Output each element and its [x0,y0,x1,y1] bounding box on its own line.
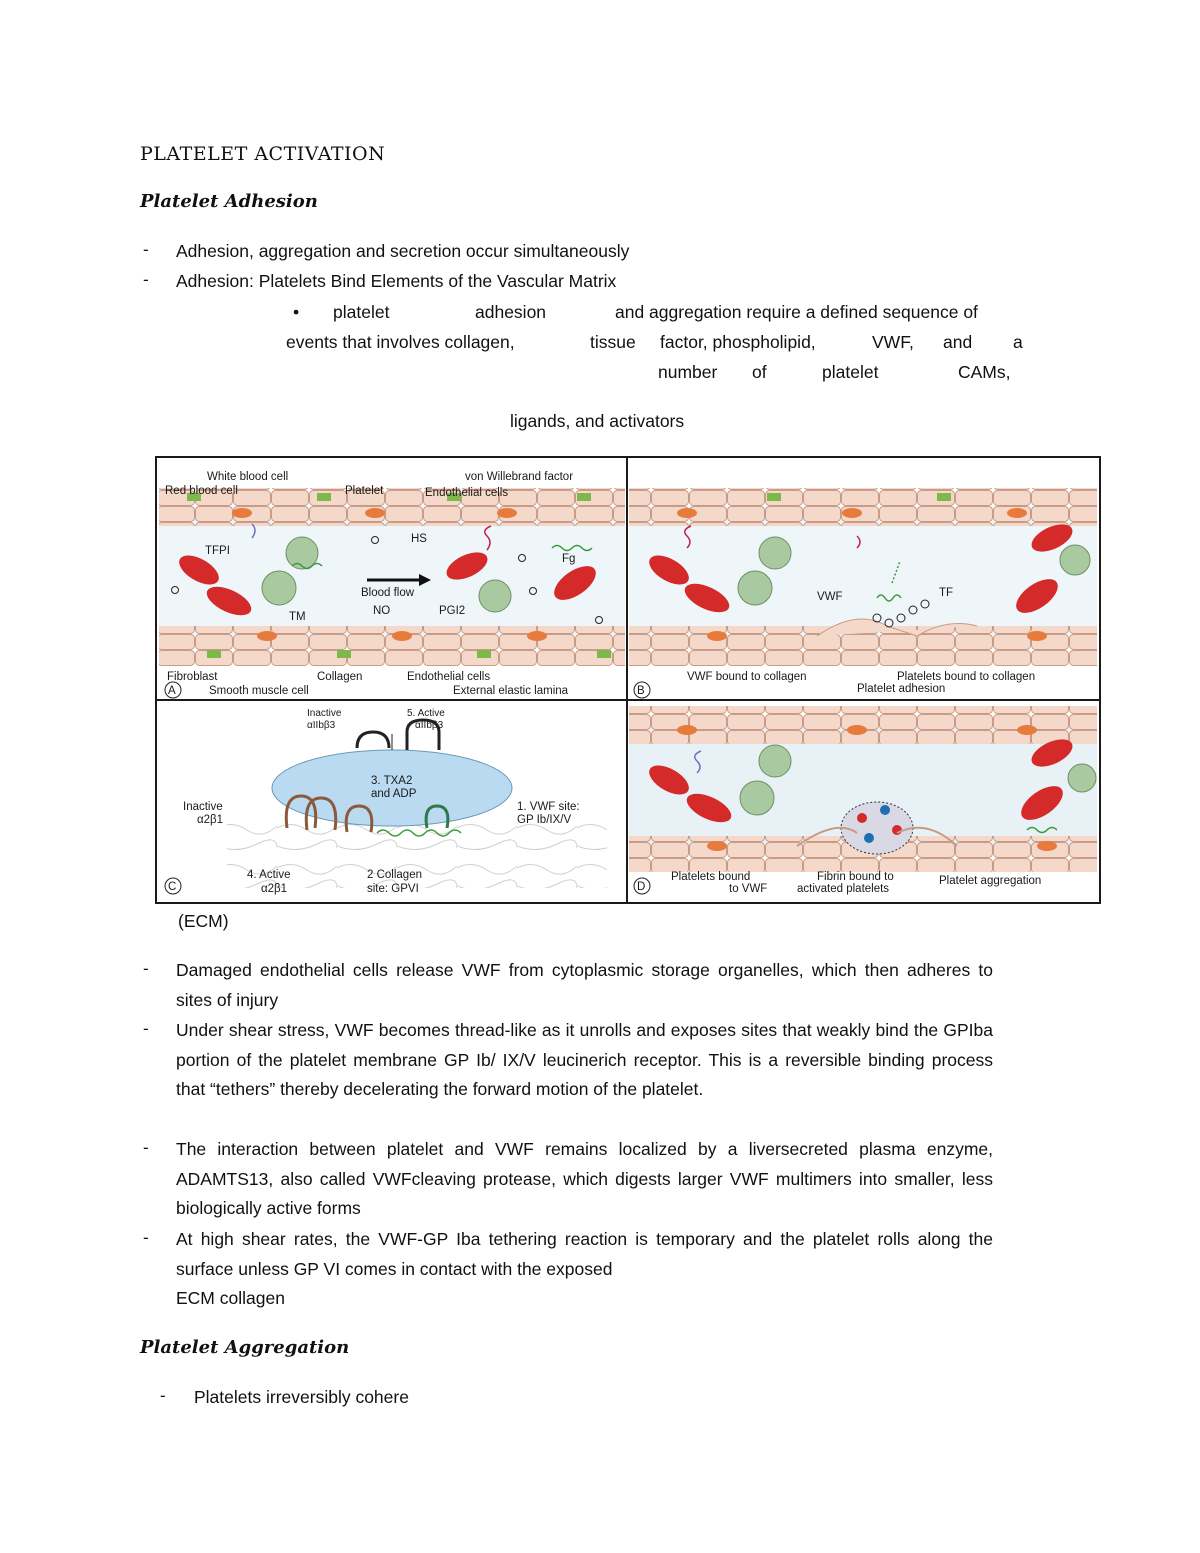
sub-bullet-word: platelet [333,302,390,322]
label-inactive-left: Inactive [183,801,223,813]
smooth-muscle-cell [317,493,331,501]
label-collagen-site: 2 Collagen [367,869,422,881]
panel-b [629,488,1097,698]
label-platelet: Platelet [345,485,384,497]
sub-bullet-word: of [752,362,767,382]
endothelial-nucleus [497,508,517,518]
list-item-continuation: ECM collagen [176,1288,285,1308]
label-inactive-top-sub: αIIbβ3 [307,720,336,731]
label-fibroblast: Fibroblast [167,671,218,683]
label-no: NO [373,605,391,617]
label-active-bottom: 4. Active [247,869,291,881]
label-endothelial-bottom: Endothelial cells [407,671,491,683]
smooth-muscle-cell [597,650,611,658]
panel-letter-b: B [637,685,645,697]
smooth-muscle-cell [767,493,781,501]
endothelial-nucleus [392,631,412,641]
list-item: Damaged endothelial cells release VWF from cytoplasmic storage organelles, which then adheres to sites of injury [176,960,993,1010]
label-endothelial-top: Endothelial cells [425,487,509,499]
label-aggregation: Platelet aggregation [939,875,1042,887]
label-tm: TM [289,611,306,623]
label-red-blood-cell: Red blood cell [165,485,238,497]
panel-letter-a: A [168,685,176,697]
sub-bullet-line: ligands, and activators [510,411,685,431]
bullet-dash: - [143,959,149,978]
endothelium-top [629,706,1097,744]
sub-bullet-word: and [943,332,973,352]
ecm-caption: (ECM) [178,911,229,931]
sub-bullet-word: number [658,362,718,382]
label-vwf-site-sub: GP Ib/IX/V [517,814,572,826]
label-adp: and ADP [371,788,417,800]
page-title: PLATELET ACTIVATION [140,143,386,165]
sub-bullet-word: VWF, [872,332,914,352]
panel-letter-c: C [168,881,177,893]
sub-bullet-icon: • [293,302,300,322]
fibrin-node [864,833,874,843]
endothelial-nucleus [677,508,697,518]
bullet-dash: - [143,270,149,289]
bullet-dash: - [143,1019,149,1038]
label-tfpi: TFPI [205,545,230,557]
fibroblast [207,650,221,658]
white-blood-cell [740,781,774,815]
endothelial-nucleus [1007,508,1027,518]
label-active-top: 5. Active [407,708,445,719]
endothelium-top [629,488,1097,526]
smooth-muscle-cell [337,650,351,658]
sub-bullet-word: adhesion [475,302,547,322]
sub-bullet-word: tissue [590,332,636,352]
endothelial-nucleus [257,631,277,641]
label-inactive-top: Inactive [307,708,342,719]
endothelial-nucleus [527,631,547,641]
label-fibrin: Fibrin bound to [817,871,894,883]
label-fg: Fg [562,553,576,565]
endothelium-bottom [159,626,625,666]
label-active-top-sub: αIIbβ3 [415,720,444,731]
label-platelets-vwf: Platelets bound [671,871,751,883]
platelet-aggregate [841,802,913,854]
white-blood-cell [759,745,791,777]
label-fibrin-sub: activated platelets [797,883,890,895]
panel-a [159,471,625,698]
label-pgi2: PGI2 [439,605,466,617]
endothelial-nucleus [707,841,727,851]
trapped-red-cell [892,825,902,835]
sub-bullet-word: factor, phospholipid, [660,332,816,352]
label-platelets-vwf-sub: to VWF [729,883,768,895]
endothelial-nucleus [842,508,862,518]
list-item: Under shear stress, VWF becomes thread-like as it unrolls and exposes sites that weakly bind the GPIba portion of the platelet membrane GP Ib/ IX/V leucinerich receptor. This is a reversible binding process that “tethers” thereby decelerating the forward motion of the platelet. [176,1020,993,1100]
endothelial-nucleus [365,508,385,518]
label-active-bottom-sub: α2β1 [261,883,288,895]
endothelial-nucleus [677,725,697,735]
endothelial-nucleus [707,631,727,641]
section-heading-aggregation: Platelet Aggregation [140,1337,350,1358]
panel-letter-d: D [637,881,646,893]
sub-bullet-word: platelet [822,362,879,382]
trapped-red-cell [857,813,867,823]
label-elastic-lamina: External elastic lamina [453,685,569,697]
inactive-integrin-top [357,732,389,748]
white-blood-cell [1060,545,1090,575]
list-item: Adhesion, aggregation and secretion occur simultaneously [176,241,630,261]
fibrin-node [880,805,890,815]
list-item: At high shear rates, the VWF-GP Iba tethering reaction is temporary and the platelet rolls along the surface unless GP VI comes in contact with the exposed [176,1229,993,1279]
sub-bullet-word: and aggregation require a defined sequence of [615,302,978,322]
label-vwf-b: VWF [817,591,843,603]
label-platelet-adhesion: Platelet adhesion [857,683,946,695]
white-blood-cell [1068,764,1096,792]
label-inactive-left-sub: α2β1 [197,814,224,826]
white-blood-cell [262,571,296,605]
smooth-muscle-cell [577,493,591,501]
bullet-dash: - [143,1138,149,1157]
sub-bullet-word: a [1013,332,1023,352]
label-vwf: von Willebrand factor [465,471,574,483]
label-vwf-collagen: VWF bound to collagen [687,671,807,683]
list-item: The interaction between platelet and VWF remains localized by a liversecreted plasma enzyme, ADAMTS13, also called VWFcleaving protease, which digests larger VWF multimers into smaller, less biologically active forms [176,1139,993,1219]
white-blood-cell [738,571,772,605]
list-item: Platelets irreversibly cohere [194,1387,409,1407]
label-tf: TF [939,587,954,599]
panel-d [629,706,1097,895]
bullet-dash: - [160,1386,166,1405]
section-heading-adhesion: Platelet Adhesion [140,191,318,212]
bullet-dash: - [143,240,149,259]
label-smooth-muscle: Smooth muscle cell [209,685,309,697]
endothelial-nucleus [1017,725,1037,735]
label-txa2: 3. TXA2 [371,775,413,787]
panel-c [165,708,607,895]
endothelial-nucleus [1037,841,1057,851]
white-blood-cell [479,580,511,612]
sub-bullet-word: events that involves collagen, [286,332,515,352]
list-item: Adhesion: Platelets Bind Elements of the Vascular Matrix [176,271,617,291]
white-blood-cell [759,537,791,569]
label-platelets-collagen: Platelets bound to collagen [897,671,1036,683]
smooth-muscle-cell [937,493,951,501]
sub-bullet-word: CAMs, [958,362,1011,382]
label-blood-flow: Blood flow [361,587,415,599]
label-collagen-site-sub: site: GPVI [367,883,419,895]
endothelial-nucleus [1027,631,1047,641]
label-hs: HS [411,533,427,545]
endothelial-nucleus [847,725,867,735]
platelet-figure [155,456,1101,904]
label-collagen: Collagen [317,671,363,683]
smooth-muscle-cell [477,650,491,658]
label-vwf-site: 1. VWF site: [517,801,580,813]
label-white-blood-cell: White blood cell [207,471,289,483]
endothelial-nucleus [232,508,252,518]
bullet-dash: - [143,1228,149,1247]
